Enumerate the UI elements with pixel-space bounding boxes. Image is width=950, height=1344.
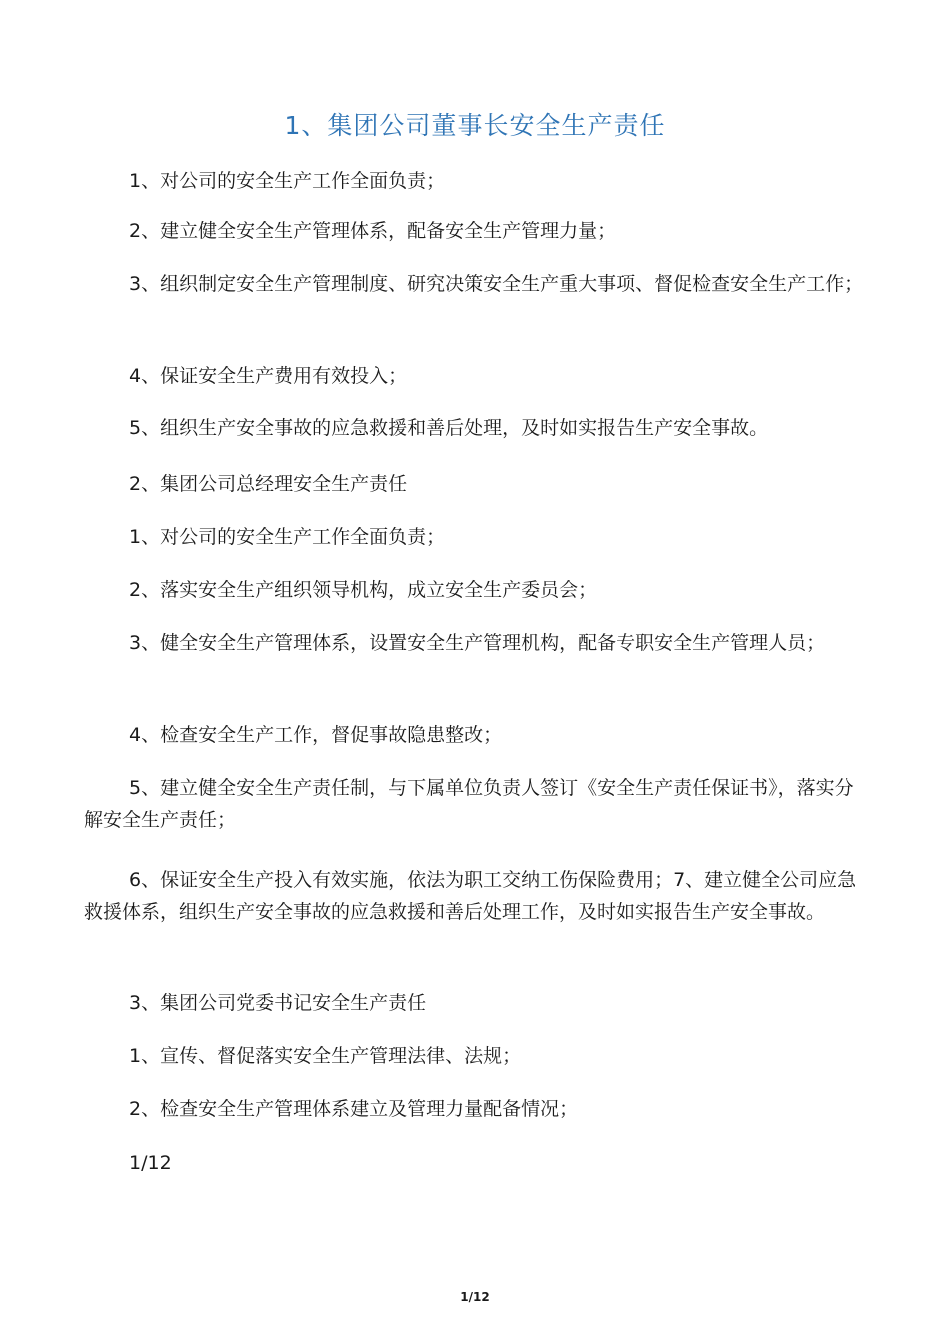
paragraph-7: 2、落实安全生产组织领导机构，成立安全生产委员会； [129,579,598,601]
paragraph-10: 5、建立健全安全生产责任制，与下属单位负责人签订《安全生产责任保证书》，落实分解安全生产责任； [84,777,854,831]
paragraph-13: 2、检查安全生产管理体系建立及管理力量配备情况； [129,1098,579,1120]
paragraph-8: 3、健全安全生产管理体系，设置安全生产管理机构，配备专职安全生产管理人员； [129,632,826,654]
document-title: 1、集团公司董事长安全生产责任 [284,111,666,140]
section-heading-2: 2、集团公司总经理安全生产责任 [129,473,408,495]
paragraph-11: 6、保证安全生产投入有效实施，依法为职工交纳工伤保险费用；7、建立健全公司应急救援体系，组织生产安全事故的应急救援和善后处理工作，及时如实报告生产安全事故。 [84,869,857,923]
section-heading-3: 3、集团公司党委书记安全生产责任 [129,992,427,1014]
paragraph-9: 4、检查安全生产工作，督促事故隐患整改； [129,724,503,746]
paragraph-6: 1、对公司的安全生产工作全面负责； [129,526,446,548]
footer-page-number: 1/12 [460,1290,490,1304]
paragraph-5: 5、组织生产安全事故的应急救援和善后处理，及时如实报告生产安全事故。 [129,417,769,439]
paragraph-1: 1、对公司的安全生产工作全面负责； [129,170,446,192]
inline-page-number: 1/12 [129,1152,172,1174]
paragraph-3: 3、组织制定安全生产管理制度、研究决策安全生产重大事项、督促检查安全生产工作； [129,273,864,295]
paragraph-12: 1、宣传、督促落实安全生产管理法律、法规； [129,1045,522,1067]
paragraph-4: 4、保证安全生产费用有效投入； [129,365,408,387]
paragraph-2: 2、建立健全安全生产管理体系，配备安全生产管理力量； [129,220,617,242]
